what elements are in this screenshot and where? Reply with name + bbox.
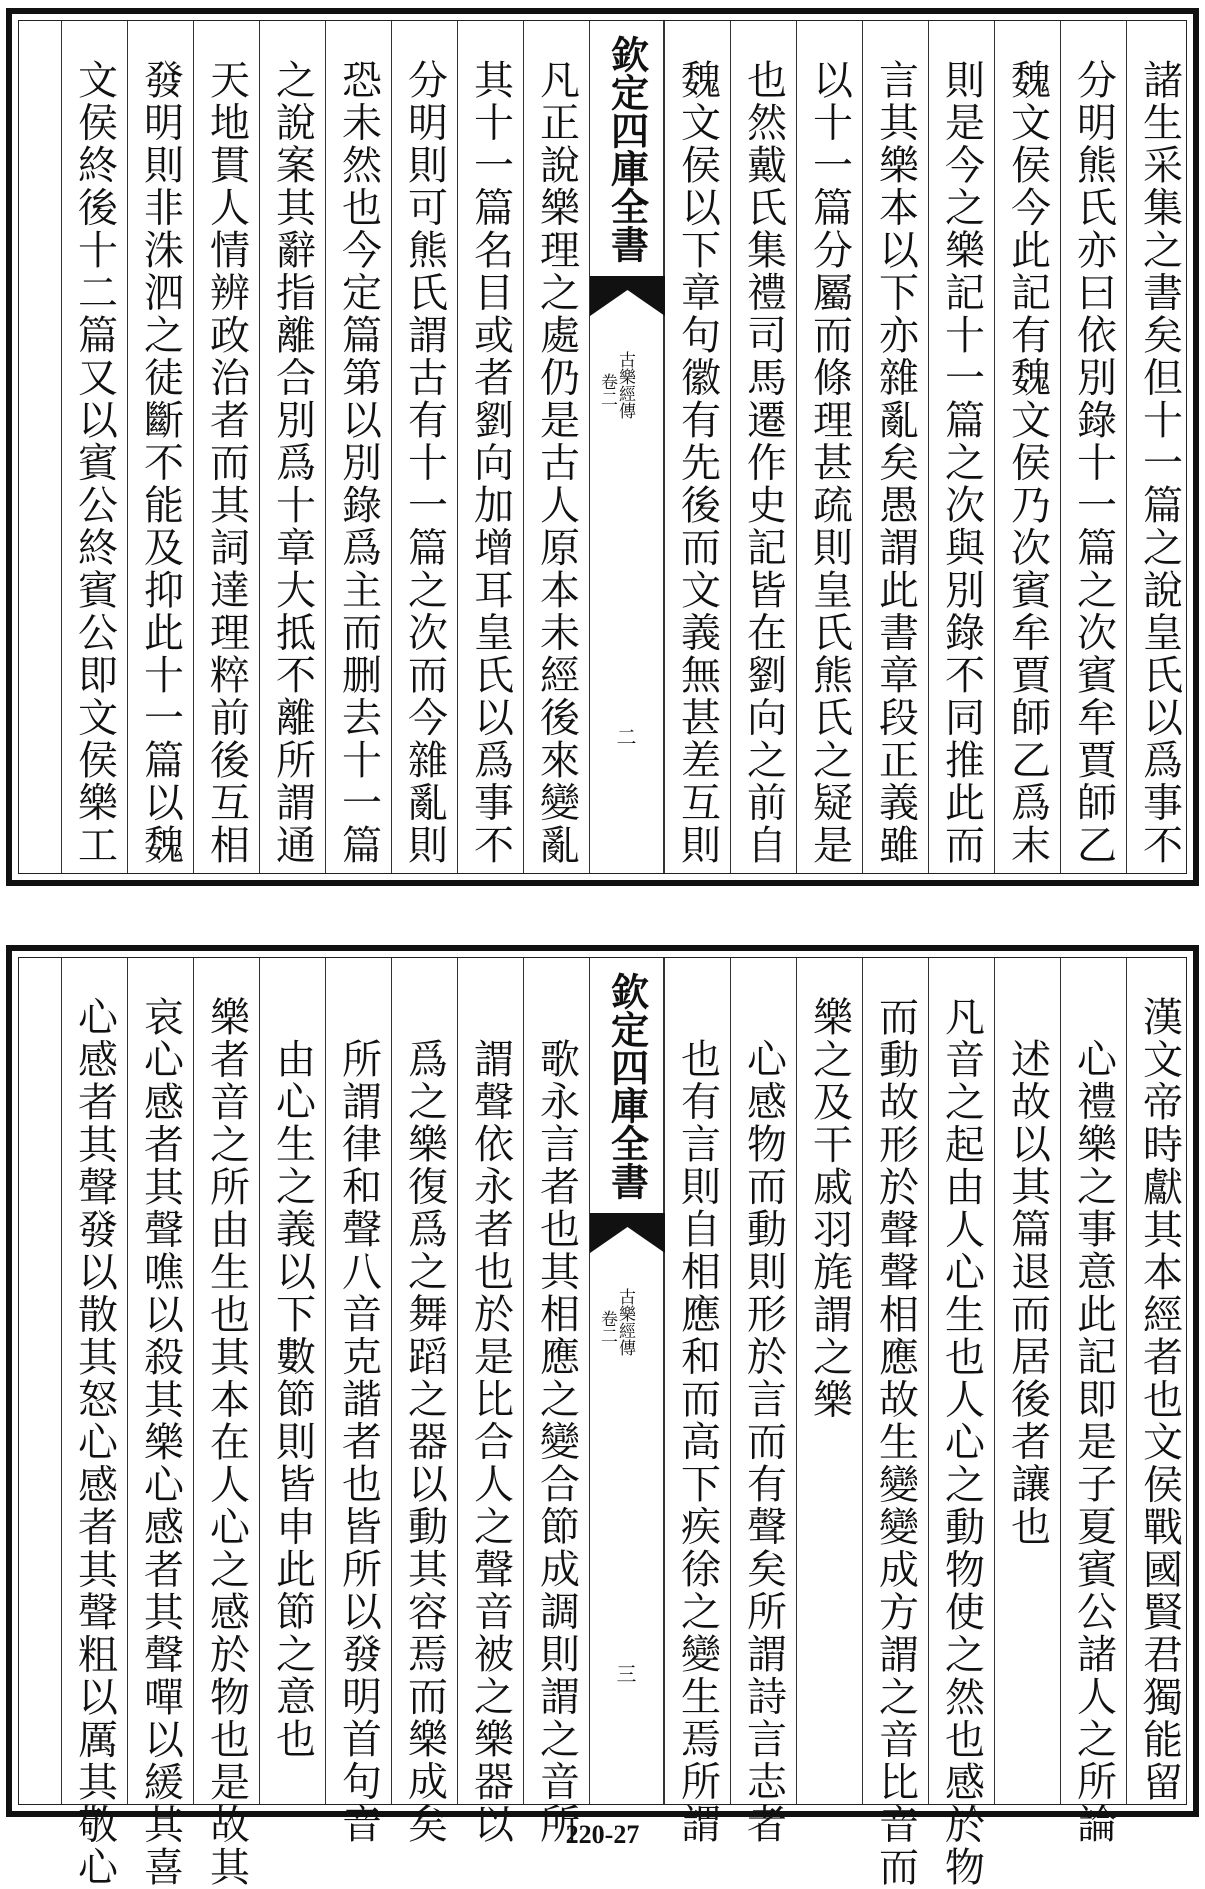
top-column-6 (796, 21, 862, 873)
bottom-column-16 (61, 958, 127, 1889)
bottom-center-fold (589, 958, 664, 1804)
top-volume: 卷二 (597, 373, 617, 407)
top-column-9-text: 凡正說樂理之處仍是古人原本未經後來變亂 (533, 59, 580, 867)
top-column-7-text: 也然戴氏集禮司馬遷作史記皆在劉向之前自 (740, 59, 787, 867)
bottom-book-title: 欽定四庫全書 (604, 972, 650, 1200)
top-column-12 (325, 21, 391, 873)
bottom-column-12 (325, 958, 391, 1846)
top-column-10 (457, 21, 523, 873)
top-column-15-text: 發明則非洙泗之徒斷不能及抑此十一篇以魏 (137, 59, 184, 867)
top-column-2 (1060, 21, 1126, 873)
bottom-column-10 (457, 958, 523, 1846)
top-column-11-text: 分明則可熊氏謂古有十一篇之次而今雜亂則 (401, 59, 448, 867)
top-column-3 (994, 21, 1060, 873)
top-column-16 (61, 21, 127, 873)
top-column-5-text: 言其樂本以下亦雜亂矣愚謂此書章段正義雖 (872, 59, 919, 867)
bottom-column-9-text: 歌永言者也其相應之變合節成調則謂之音所 (533, 1038, 580, 1846)
bottom-column-15-text: 哀心感者其聲噍以殺其樂心感者其聲嘽以緩其喜 (137, 996, 184, 1889)
bottom-column-16-text: 心感者其聲發以散其怒心感者其聲粗以厲其敬心 (71, 996, 118, 1889)
bottom-column-12-text: 所謂律和聲八音克諧者也皆所以發明首句音 (335, 1038, 382, 1846)
top-column-14-text: 天地貫人情辨政治者而其詞達理粹前後互相 (203, 59, 250, 867)
top-column-3-text: 魏文侯今此記有魏文侯乃次賓牟賈師乙爲末 (1004, 59, 1051, 867)
top-column-2-text: 分明熊氏亦曰依別錄十一篇之次賓牟賈師乙 (1070, 59, 1117, 867)
bottom-column-11-text: 爲之樂復爲之舞蹈之器以動其容焉而樂成矣 (401, 1038, 448, 1846)
bottom-column-4 (928, 958, 994, 1889)
top-column-8 (664, 21, 730, 873)
bottom-column-14 (193, 958, 259, 1889)
bottom-page-number: 三 (616, 1662, 637, 1686)
top-column-7 (730, 21, 796, 873)
bottom-column-3 (994, 958, 1060, 1804)
top-page-inner-frame (18, 20, 1187, 874)
top-column-12-text: 恐未然也今定篇第以別錄爲主而删去十一篇 (335, 59, 382, 867)
top-column-1-text: 諸生采集之書矣但十一篇之說皇氏以爲事不 (1136, 59, 1183, 867)
bottom-column-15 (127, 958, 193, 1889)
bottom-column-5 (862, 958, 928, 1889)
top-column-15 (127, 21, 193, 873)
top-column-13-text: 之說案其辭指離合別爲十章大抵不離所謂通 (269, 59, 316, 867)
top-column-6-text: 以十一篇分屬而條理甚疏則皇氏熊氏之疑是 (806, 59, 853, 867)
bottom-column-6-text: 樂之及干戚羽旄謂之樂 (806, 996, 853, 1421)
bottom-column-5-text: 而動故形於聲聲相應故生變變成方謂之音比音而 (872, 996, 919, 1889)
top-column-5 (862, 21, 928, 873)
top-column-4 (928, 21, 994, 873)
bottom-column-2-text: 心禮樂之事意此記即是子夏賓公諸人之所論 (1070, 1038, 1117, 1846)
bottom-fishtail-mark (590, 1213, 665, 1253)
top-column-8-text: 魏文侯以下章句徽有先後而文義無甚差互則 (674, 59, 721, 867)
top-column-13 (259, 21, 325, 873)
bottom-column-1-text: 漢文帝時獻其本經者也文侯戰國賢君獨能留 (1136, 996, 1183, 1804)
bottom-column-13 (259, 958, 325, 1804)
bottom-column-2 (1060, 958, 1126, 1846)
top-page-panel (6, 8, 1199, 886)
page-code-footer: 220-27 (565, 1820, 640, 1849)
top-center-fold (589, 21, 664, 873)
bottom-column-7-text: 心感物而動則形於言而有聲矣所謂詩言志者 (740, 1038, 787, 1846)
bottom-column-8 (664, 958, 730, 1846)
bottom-column-13-text: 由心生之義以下數節則皆申此節之意也 (269, 1038, 316, 1761)
top-book-title: 欽定四庫全書 (604, 35, 650, 263)
bottom-column-4-text: 凡音之起由人心生也人心之動物使之然也感於物 (938, 996, 985, 1889)
bottom-column-11 (391, 958, 457, 1846)
bottom-column-8-text: 也有言則自相應和而高下疾徐之變生焉所謂 (674, 1038, 721, 1846)
top-column-11 (391, 21, 457, 873)
top-column-9 (523, 21, 589, 873)
bottom-column-1 (1126, 958, 1192, 1804)
top-column-4-text: 則是今之樂記十一篇之次與別錄不同推此而 (938, 59, 985, 867)
top-column-10-text: 其十一篇名目或者劉向加增耳皇氏以爲事不 (467, 59, 514, 867)
top-subtitle: 古樂經傳 (615, 351, 635, 419)
bottom-subtitle: 古樂經傳 (615, 1288, 635, 1356)
top-column-14 (193, 21, 259, 873)
bottom-column-6 (796, 958, 862, 1804)
bottom-column-10-text: 謂聲依永者也於是比合人之聲音被之樂器以 (467, 1038, 514, 1846)
bottom-column-14-text: 樂者音之所由生也其本在人心之感於物也是故其 (203, 996, 250, 1889)
bottom-column-9 (523, 958, 589, 1846)
top-page-number: 二 (616, 725, 637, 749)
top-column-1 (1126, 21, 1192, 873)
bottom-volume: 卷二 (597, 1310, 617, 1344)
top-fishtail-mark (590, 276, 665, 316)
top-column-16-text: 文侯終後十二篇又以賓公終賓公即文侯樂工 (71, 59, 118, 867)
bottom-column-3-text: 述故以其篇退而居後者讓也 (1004, 1038, 1051, 1548)
bottom-column-7 (730, 958, 796, 1846)
